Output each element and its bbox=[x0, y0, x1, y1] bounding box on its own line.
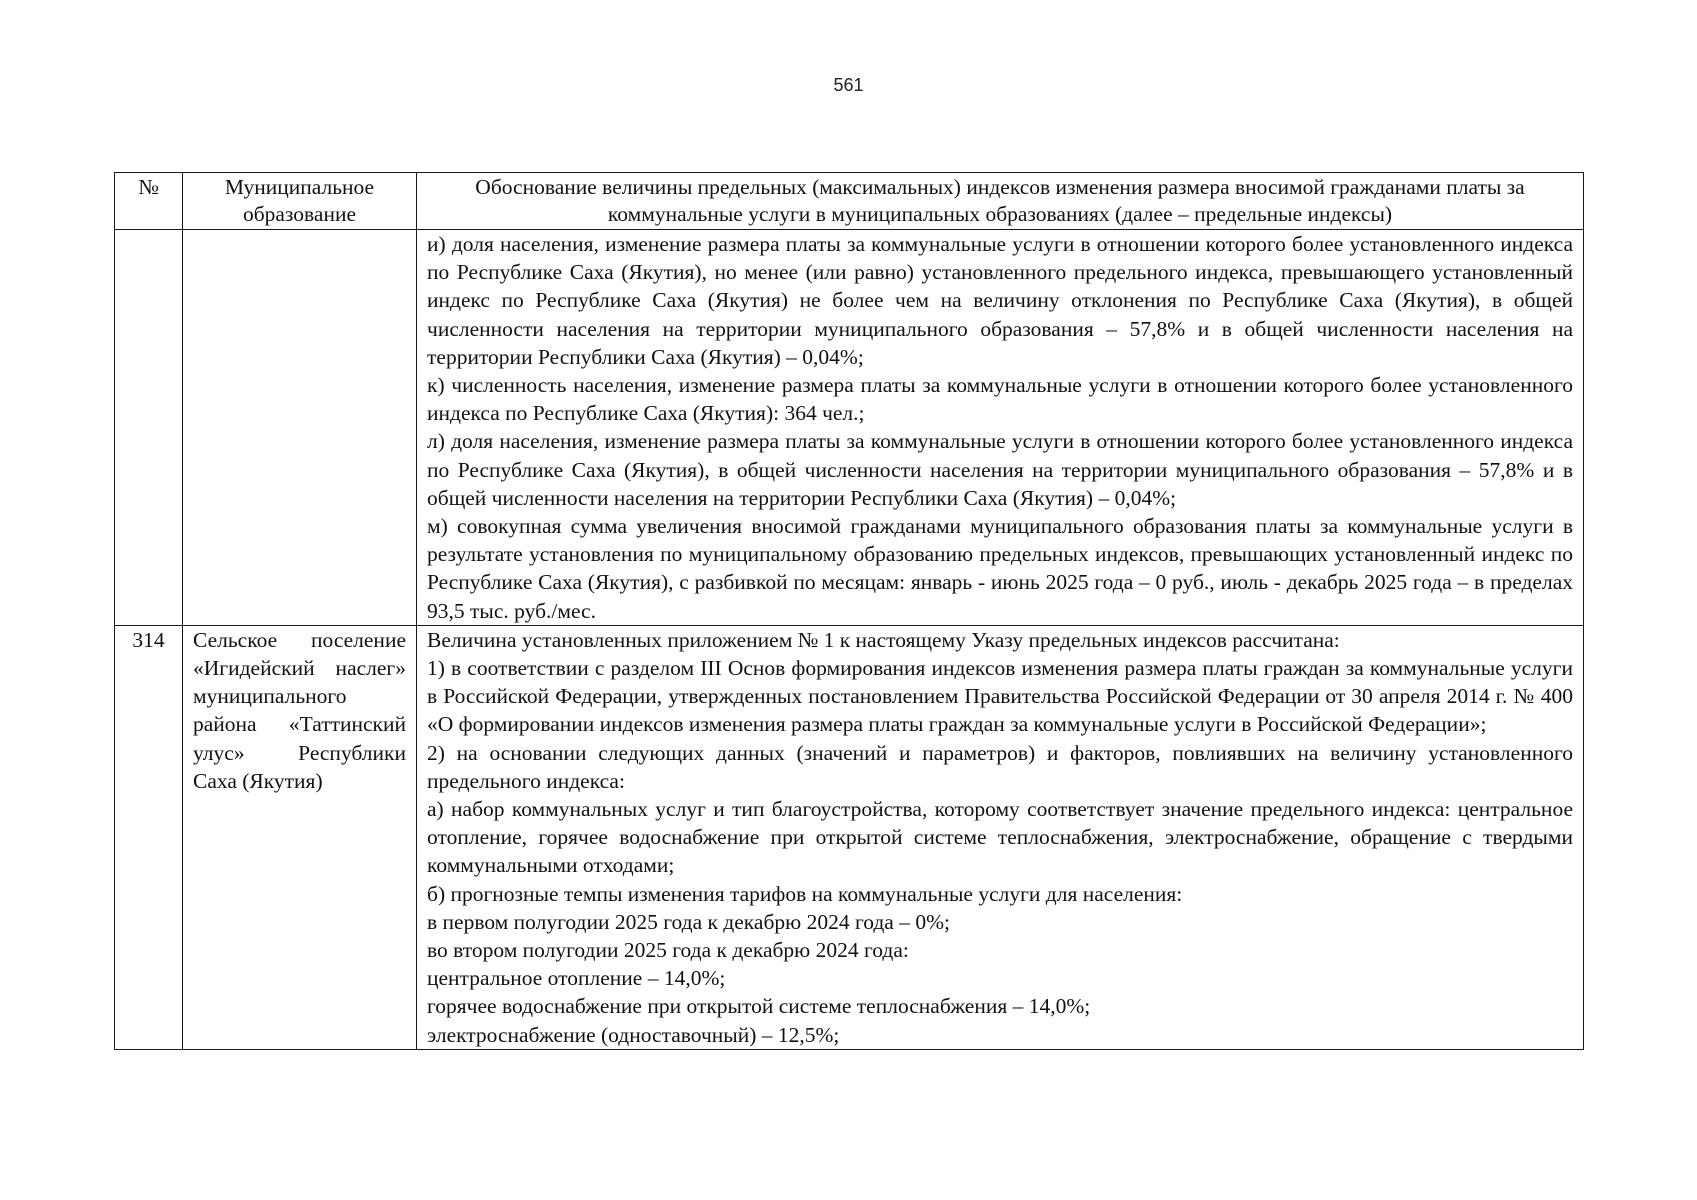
table-row bbox=[115, 230, 1584, 626]
paragraph: Величина установленных приложением № 1 к настоящему Указу предельных индексов рассчитана: bbox=[427, 627, 1340, 652]
paragraph: л) доля населения, изменение размера платы за коммунальные услуги в отношении которого более установленного индекса по Республике Саха (Якутия), в общей численности населения на территории муниципального образования – 57,8% и в общей численности населения на территории Республики Саха (Якутия) – 0,04%; bbox=[427, 429, 1573, 510]
paragraph: в первом полугодии 2025 года к декабрю 2024 года – 0%; bbox=[427, 909, 950, 934]
header-municipality: Муниципальное образование bbox=[183, 173, 417, 230]
paragraph: 1) в соответствии с разделом III Основ формирования индексов изменения размера платы граждан за коммунальные услуги в Российской Федерации, утвержденных постановлением Правительства Российской Федерации от 30 апреля 2014 г. № 400 «О формировании индексов изменения размера платы граждан за коммунальные услуги в Российской Федерации»; bbox=[427, 656, 1573, 737]
paragraph: и) доля населения, изменение размера платы за коммунальные услуги в отношении которого более установленного индекса по Республике Саха (Якутия), но менее (или равно) установленного предельного индекса, превышающего установленный индекс по Республике Саха (Якутия) не более чем на величину отклонения по Республике Саха (Якутия), в общей численности населения на территории муниципального образования – 57,8% и в общей численности населения на территории Республики Саха (Якутия) – 0,04%; bbox=[427, 232, 1573, 369]
paragraph: горячее водоснабжение при открытой системе теплоснабжения – 14,0%; bbox=[427, 994, 1091, 1019]
paragraph: центральное отопление – 14,0%; bbox=[427, 966, 726, 991]
table-header-row bbox=[115, 173, 1584, 230]
row-justification bbox=[417, 625, 1584, 1049]
paragraph: 2) на основании следующих данных (значений и параметров) и факторов, повлиявших на величину установленного предельного индекса: bbox=[427, 740, 1573, 793]
row-number: 314 bbox=[115, 625, 183, 1049]
page-number: 561 bbox=[833, 75, 864, 95]
row-justification bbox=[417, 230, 1584, 626]
header-number: № bbox=[115, 173, 183, 230]
paragraph: б) прогнозные темпы изменения тарифов на коммунальные услуги для населения: bbox=[427, 881, 1183, 906]
row-number bbox=[115, 230, 183, 626]
row-municipality: Сельское поселение «Игидейский наслег» муниципального района «Таттинский улус» Республики Саха (Якутия) bbox=[183, 625, 417, 1049]
paragraph: электроснабжение (одноставочный) – 12,5%; bbox=[427, 1022, 840, 1047]
paragraph: м) совокупная сумма увеличения вносимой гражданами муниципального образования платы за коммунальные услуги в результате установления по муниципальному образованию предельных индексов, превышающих установленный индекс по Республике Саха (Якутия), с разбивкой по месяцам: январь - июнь 2025 года – 0 руб., июль - декабрь 2025 года – в пределах 93,5 тыс. руб./мес. bbox=[427, 514, 1573, 623]
header-justification: Обоснование величины предельных (максимальных) индексов изменения размера вносимой гражданами платы за коммунальные услуги в муниципальных образованиях (далее – предельные индексы) bbox=[417, 173, 1584, 230]
row-municipality bbox=[183, 230, 417, 626]
table-row bbox=[115, 625, 1584, 1049]
paragraph: к) численность населения, изменение размера платы за коммунальные услуги в отношении которого более установленного индекса по Республике Саха (Якутия): 364 чел.; bbox=[427, 373, 1573, 426]
paragraph: во втором полугодии 2025 года к декабрю 2024 года: bbox=[427, 938, 909, 963]
paragraph: а) набор коммунальных услуг и тип благоустройства, которому соответствует значение предельного индекса: центральное отопление, горячее водоснабжение при открытой системе теплоснабжения, электроснабжение, обращение с твердыми коммунальными отходами; bbox=[427, 797, 1573, 878]
justification-table bbox=[114, 172, 1584, 1050]
